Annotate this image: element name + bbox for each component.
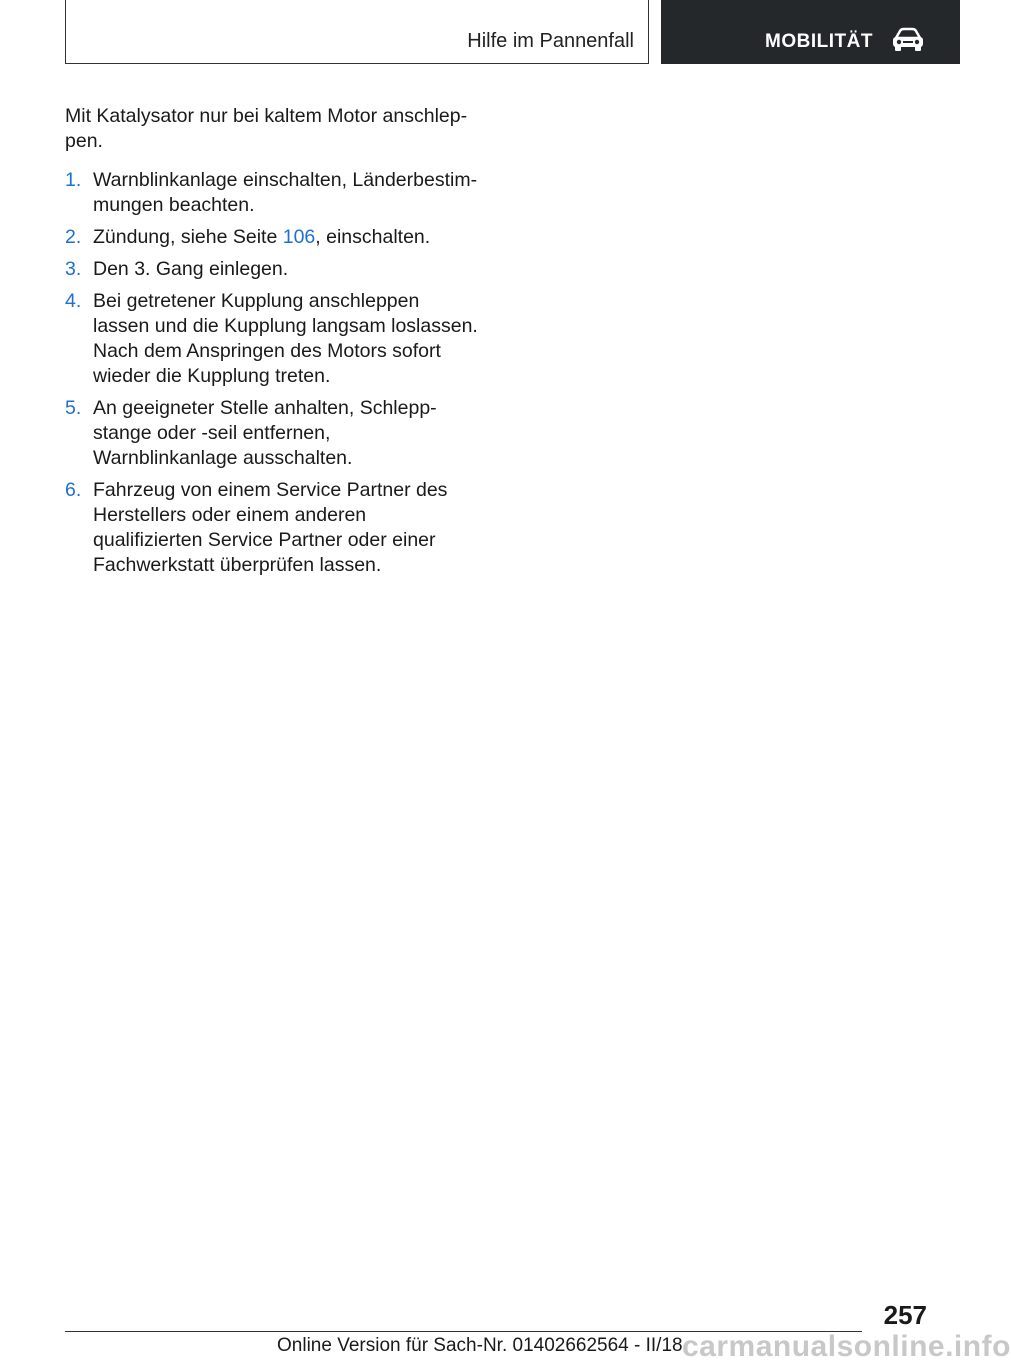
step-number: 4. (65, 290, 82, 312)
step-text: An geeigneter Stelle anhalten, Schlepp-stange oder -seil entfernen, Warnblinkanlage ausschalten. (93, 397, 437, 469)
intro-paragraph: Mit Katalysator nur bei kaltem Motor anschlep-pen. (65, 105, 468, 152)
chapter-tab-label: MOBILITÄT (765, 31, 873, 52)
step-number: 1. (65, 169, 82, 191)
list-item (65, 289, 480, 389)
step-text: Bei getretener Kupplung anschleppen lassen und die Kupplung langsam loslassen. Nach dem Anspringen des Motors sofort wieder die Kupplung treten. (93, 290, 478, 387)
step-text-after: , einschalten. (315, 226, 431, 248)
list-item (65, 396, 480, 471)
car-front-icon (891, 27, 925, 53)
step-number: 5. (65, 397, 82, 419)
step-number: 3. (65, 258, 82, 280)
step-number: 2. (65, 226, 82, 248)
list-item (65, 225, 480, 250)
page-reference-link[interactable]: 106 (282, 226, 316, 248)
step-text: Den 3. Gang einlegen. (93, 258, 289, 280)
section-title: Hilfe im Pannenfall (467, 30, 634, 52)
list-item (65, 478, 480, 578)
list-item (65, 257, 480, 282)
online-version-text: Online Version für Sach-Nr. 01402662564 - II/18 (277, 1335, 683, 1356)
chapter-tab[interactable] (661, 0, 960, 64)
page-content (65, 104, 480, 585)
page-number: 257 (883, 1300, 927, 1330)
step-text-before: Zündung, siehe Seite (93, 226, 283, 248)
step-list (65, 168, 480, 578)
list-item (65, 168, 480, 218)
step-number: 6. (65, 479, 82, 501)
step-text: Warnblinkanlage einschalten, Länderbestim-mungen beachten. (93, 169, 478, 216)
header-section-box (65, 0, 649, 64)
watermark: carmanualsonline.info (682, 1330, 1011, 1363)
step-text: Fahrzeug von einem Service Partner des Herstellers oder einem anderen qualifizierten Service Partner oder einer Fachwerkstatt überprüfen lassen. (93, 479, 448, 576)
